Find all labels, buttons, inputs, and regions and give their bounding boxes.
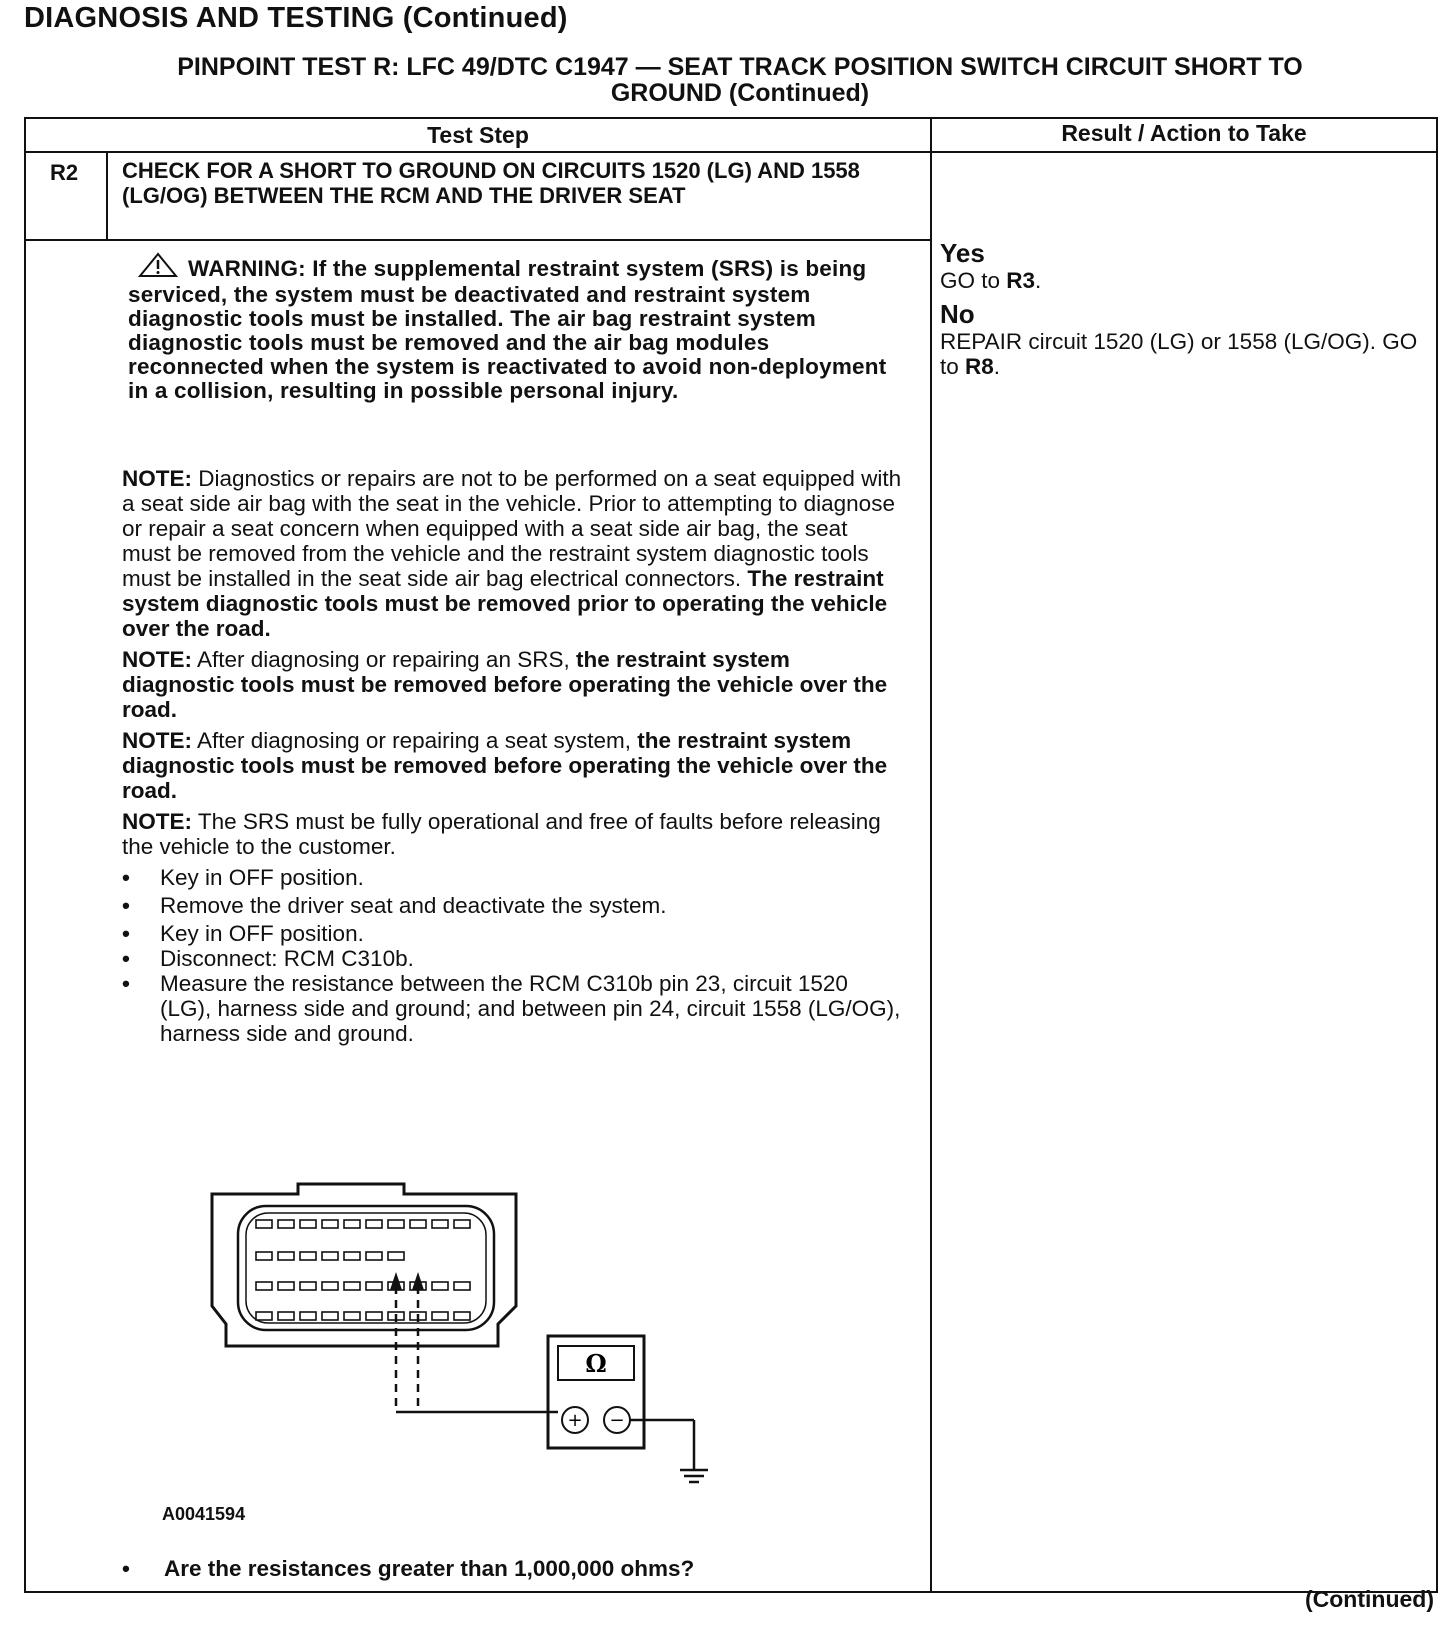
note-label: NOTE:: [122, 809, 192, 834]
ground-symbol: [630, 1420, 708, 1482]
probe-arrow-pin-23: [390, 1272, 402, 1290]
note-label: NOTE:: [122, 466, 192, 491]
note-bold-text: The restraint system diagnostic tools must be removed prior to operating the vehicle over the road.: [122, 566, 888, 641]
column-header-result: Result / Action to Take: [1061, 120, 1307, 146]
note-bold-text: the restraint system diagnostic tools must be removed before operating the vehicle over the road.: [122, 647, 888, 722]
step-heading: CHECK FOR A SHORT TO GROUND ON CIRCUITS 1520 (LG) AND 1558 (LG/OG) BETWEEN THE RCM AND THE DRIVER SEAT: [122, 158, 860, 208]
goto-step-r8-link[interactable]: R8: [965, 354, 994, 379]
list-item: • Measure the resistance between the RCM C310b pin 23, circuit 1520 (LG), harness side and ground; and between pin 24, circuit 1558 (LG/OG), harness side and ground.: [122, 971, 902, 1046]
ohmmeter: [548, 1336, 644, 1448]
figure-id: A0041594: [162, 1504, 246, 1524]
step-id: R2: [50, 160, 79, 185]
result-yes-label: Yes: [940, 238, 985, 268]
test-title: [40, 54, 1440, 106]
question-text: Are the resistances greater than 1,000,000 ohms?: [164, 1556, 695, 1581]
note-3: [122, 728, 902, 803]
note-text: After diagnosing or repairing an SRS,: [192, 647, 576, 672]
result-no-label: No: [940, 299, 975, 329]
connector-pin: [454, 1220, 470, 1228]
connector-pin: [322, 1282, 338, 1290]
list-item: • Remove the driver seat and deactivate the system.: [122, 893, 902, 918]
result-no-suffix: .: [993, 354, 1001, 379]
notes-block: [122, 466, 902, 1046]
connector-pin: [410, 1220, 426, 1228]
step-id-divider: [106, 151, 108, 239]
note-text: The SRS must be fully operational and free of faults before releasing the vehicle to the customer.: [122, 809, 881, 859]
connector-pin: [256, 1220, 272, 1228]
test-title-line-2: GROUND (Continued): [610, 79, 870, 107]
step-heading-divider: [24, 239, 932, 241]
connector-pin: [344, 1312, 360, 1320]
connector-diagram: [200, 1180, 740, 1500]
connector-pin: [388, 1220, 404, 1228]
warning-text: WARNING: If the supplemental restraint system (SRS) is being serviced, the system must be deactivated and restraint system diagnostic tools must be installed. The air bag restraint system diagnostic tools must be removed and the air bag modules reconnected when the system is reactivated to avoid non-deployment in a collision, resulting in possible personal injury.: [128, 256, 887, 403]
note-bold-text: the restraint system diagnostic tools must be removed before operating the vehicle over the road.: [122, 728, 888, 803]
connector-pin: [366, 1252, 382, 1260]
connector-pin: [278, 1252, 294, 1260]
column-header-test-step: Test Step: [427, 122, 529, 148]
connector-pin: [344, 1220, 360, 1228]
result-no-action: [940, 329, 1420, 379]
svg-text:+: +: [567, 1410, 583, 1431]
note-1: [122, 466, 902, 641]
list-item: • Key in OFF position.: [122, 865, 902, 890]
list-item: • Key in OFF position.: [122, 921, 902, 946]
ohm-symbol: Ω: [585, 1349, 607, 1378]
connector-pin: [344, 1252, 360, 1260]
warning-triangle-icon: [138, 252, 178, 283]
connector-pin: [366, 1282, 382, 1290]
note-label: NOTE:: [122, 728, 192, 753]
connector-pin: [366, 1312, 382, 1320]
page-title: DIAGNOSIS AND TESTING (Continued): [24, 2, 568, 34]
result-no-text: REPAIR circuit 1520 (LG) or 1558 (LG/OG). GO to: [940, 329, 1418, 379]
connector-pin: [454, 1282, 470, 1290]
connector-pin: [322, 1312, 338, 1320]
note-2: [122, 647, 902, 722]
connector-pin: [432, 1220, 448, 1228]
probe-leads: [396, 1286, 558, 1412]
warning-block: [128, 252, 898, 403]
connector-pin: [322, 1252, 338, 1260]
result-column: [940, 238, 1420, 385]
note-text: Diagnostics or repairs are not to be performed on a seat equipped with a seat side air bag with the seat in the vehicle. Prior to attempting to diagnose or repair a seat concern when equipped with a seat side air bag, the seat must be removed from the vehicle and the restraint system diagnostic tools must be installed in the seat side air bag electrical connectors.: [122, 466, 902, 591]
continued-footer: (Continued): [1304, 1586, 1434, 1612]
step-bullets: [122, 865, 902, 1046]
note-4: [122, 809, 902, 859]
test-title-line-1: PINPOINT TEST R: LFC 49/DTC C1947 — SEAT TRACK POSITION SWITCH CIRCUIT SHORT TO: [177, 53, 1303, 81]
note-label: NOTE:: [122, 647, 192, 672]
connector-pin: [300, 1252, 316, 1260]
connector-pin: [278, 1312, 294, 1320]
connector-pin: [300, 1220, 316, 1228]
connector-pins: [256, 1220, 470, 1320]
connector-pin: [278, 1282, 294, 1290]
connector-pin: [300, 1282, 316, 1290]
connector-pin: [344, 1282, 360, 1290]
list-item: • Disconnect: RCM C310b.: [122, 946, 902, 971]
connector-pin: [256, 1312, 272, 1320]
connector-pin: [454, 1312, 470, 1320]
connector-pin: [432, 1282, 448, 1290]
result-yes-text: GO to: [940, 268, 1007, 293]
connector-pin: [256, 1282, 272, 1290]
result-yes-action: [940, 268, 1420, 293]
connector-pin: [432, 1312, 448, 1320]
connector-pin: [256, 1252, 272, 1260]
connector-pin: [300, 1312, 316, 1320]
probe-arrow-pin-24: [412, 1272, 424, 1290]
goto-step-r3-link[interactable]: R3: [1006, 268, 1036, 293]
result-yes-suffix: .: [1035, 268, 1042, 293]
connector-pin: [322, 1220, 338, 1228]
test-question: [122, 1556, 694, 1582]
connector-pin: [366, 1220, 382, 1228]
header-divider: [24, 151, 1438, 153]
connector-pin: [388, 1252, 404, 1260]
note-text: After diagnosing or repairing a seat system,: [192, 728, 638, 753]
connector-pin: [278, 1220, 294, 1228]
svg-text:−: −: [609, 1410, 625, 1431]
bullet-icon: •: [122, 1556, 130, 1581]
column-divider: [930, 117, 932, 1593]
